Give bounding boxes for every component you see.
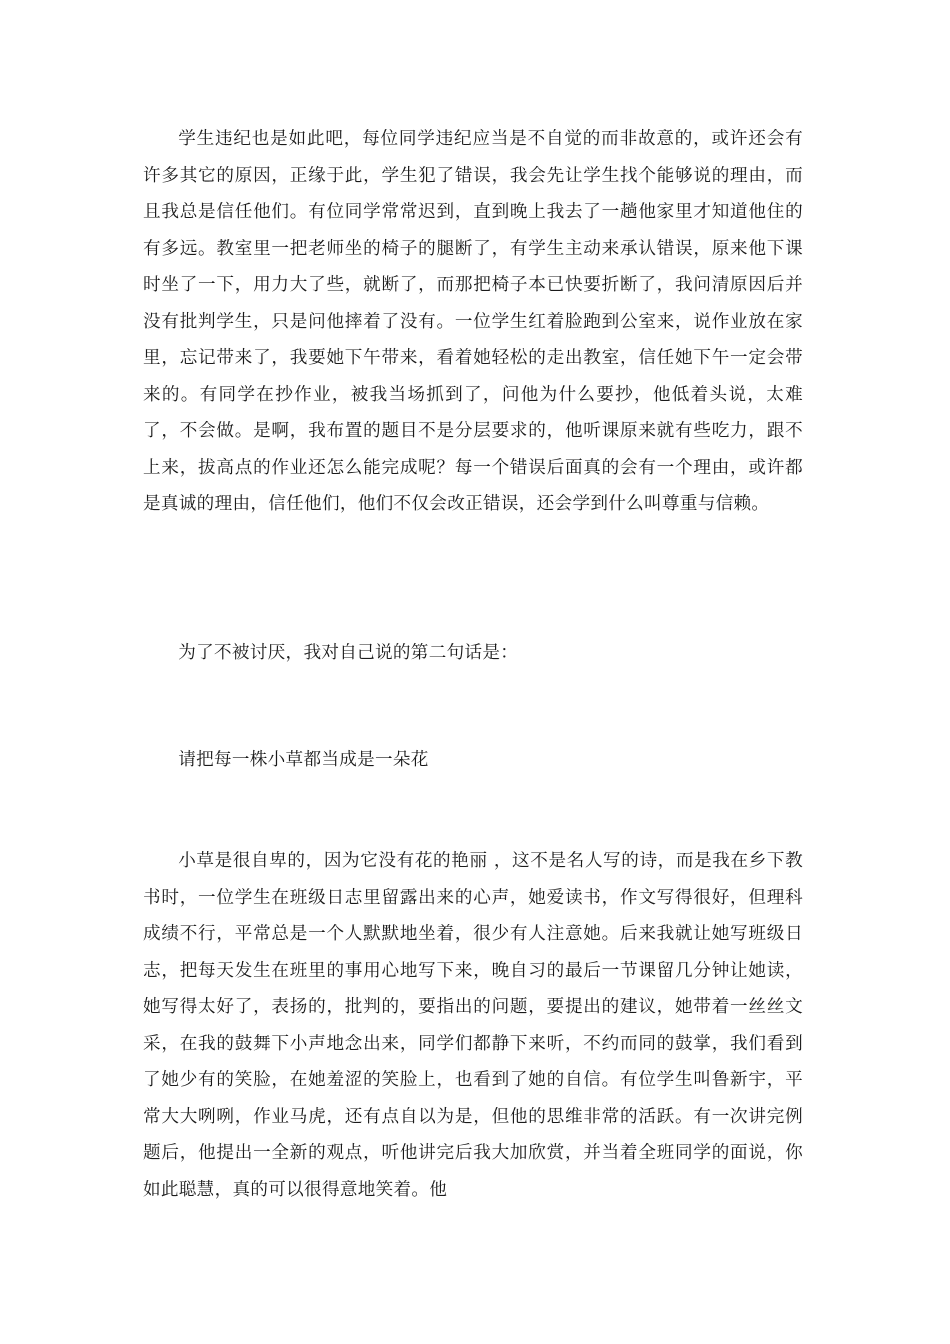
section-heading-grass-flower: 请把每一株小草都当成是一朵花: [178, 750, 429, 770]
paragraph-grass-story: 小草是很自卑的，因为它没有花的艳丽 ，这不是名人写的诗，而是我在乡下教书时，一位学生在班级日志里留露出来的心声，她爱读书，作文写得很好，但理科成绩不行，平常总是一个人默默地坐着，很少有人注意她。后来我就让她写班级日志，把每天发生在班里的事用心地写下来，晚自习的最后一节课留几分钟让她读，她写得太好了，表扬的，批判的，要指出的问题，要提出的建议，她带着一丝丝文采，在我的鼓舞下小声地念出来，同学们都静下来听，不约而同的鼓掌，我们看到了她少有的笑脸，在她羞涩的笑脸上，也看到了她的自信。有位学生叫鲁新宇，平常大大咧咧，作业马虎，还有点自以为是，但他的思维非常的活跃。有一次讲完例题后，他提出一全新的观点，听他讲完后我大加欣赏，并当着全班同学的面说，你如此聪慧，真的可以很得意地笑着。他: [143, 851, 803, 1200]
paragraph-trust-students: 学生违纪也是如此吧，每位同学违纪应当是不自觉的而非故意的，或许还会有许多其它的原因，正缘于此，学生犯了错误，我会先让学生找个能够说的理由，而且我总是信任他们。有位同学常常迟到，直到晚上我去了一趟他家里才知道他住的有多远。教室里一把老师坐的椅子的腿断了，有学生主动来承认错误，原来他下课时坐了一下，用力大了些，就断了，而那把椅子本已快要折断了，我问清原因后并没有批判学生，只是问他摔着了没有。一位学生红着脸跑到公室来，说作业放在家里，忘记带来了，我要她下午带来，看着她轻松的走出教室，信任她下午一定会带来的。有同学在抄作业，被我当场抓到了，问他为什么要抄，他低着头说，太难了，不会做。是啊，我布置的题目不是分层要求的，他听课原来就有些吃力，跟不上来，拔高点的作业还怎么能完成呢？每一个错误后面真的会有一个理由，或许都是真诚的理由，信任他们，他们不仅会改正错误，还会学到什么叫尊重与信赖。: [143, 129, 803, 514]
paragraph-second-sentence-intro: 为了不被讨厌，我对自己说的第二句话是：: [178, 643, 519, 663]
